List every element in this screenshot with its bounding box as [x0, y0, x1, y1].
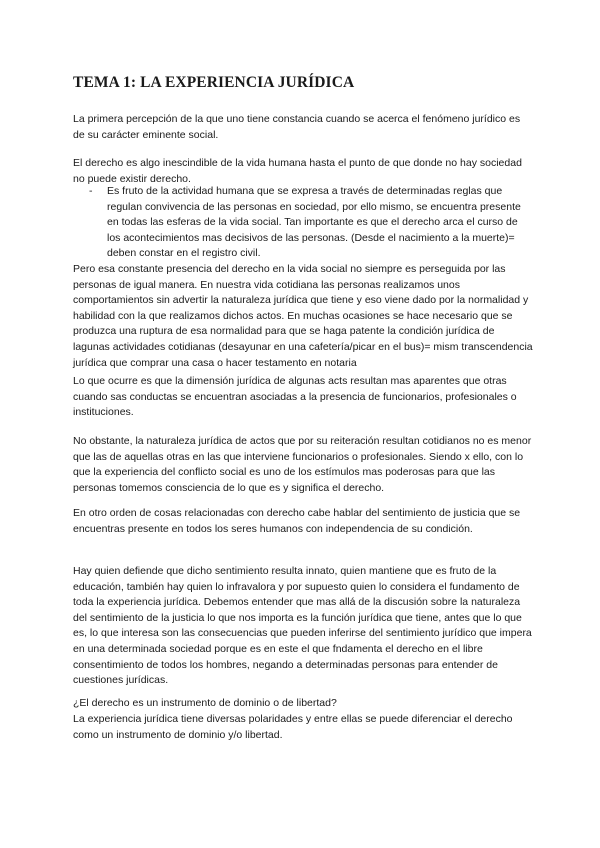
bullet-text: Es fruto de la actividad humana que se expresa a través de determinadas reglas que regulan convivencia de las personas en sociedad, por ello mismo, se encuentra presente en todas las esferas de la vida social. Tan importante es que el derecho arca el curso de los acontecimientos mas decisivos de las personas. (Desde el nacimiento a la muerte)= deben constar en el registro civil.: [107, 185, 521, 260]
paragraph-intro: La primera percepción de la que uno tiene constancia cuando se acerca el fenómeno jurídico es de su carácter eminente social.: [73, 113, 521, 141]
bullet-item: [89, 184, 529, 262]
paragraph-question: ¿El derecho es un instrumento de dominio o de libertad?: [73, 697, 337, 709]
paragraph-derecho-inescindible: El derecho es algo inescindible de la vida humana hasta el punto de que donde no hay sociedad no puede existir derecho.: [73, 157, 522, 185]
page-title: TEMA 1: LA EXPERIENCIA JURÍDICA: [73, 74, 355, 91]
paragraph-no-obstante: No obstante, la naturaleza jurídica de actos que por su reiteración resultan cotidianos no es menor que las de aquellas otras en las que interviene funcionarios o profesionales. Siendo x ello, con lo que la experiencia del conflicto social es uno de los estímulos mas poderosas para que las personas tomemos consciencia de lo que es y significa el derecho.: [73, 435, 532, 494]
paragraph-polaridades: La experiencia jurídica tiene diversas polaridades y entre ellas se puede diferenciar el derecho como un instrumento de dominio y/o libertad.: [73, 713, 513, 741]
paragraph-sentimiento-innato: Hay quien defiende que dicho sentimiento resulta innato, quien mantiene que es fruto de la educación, también hay quien lo infravalora y por supuesto quien lo considera el fundamento de toda la experiencia jurídica. Debemos entender que mas allá de la discusión sobre la naturaleza del sentimiento de la justicia lo que nos importa es la función jurídica que tiene, antes que lo que es, lo que interesa son las consecuencias que pueden inferirse del sentimiento jurídico que impera en una determinada sociedad porque es en este el que fndamenta el derecho en el libre consentimiento de todos los hombres, negando a determinadas personas para entender de cuestiones jurídicas.: [73, 565, 532, 687]
paragraph-presencia-derecho: Pero esa constante presencia del derecho en la vida social no siempre es perseguida por las personas de igual manera. En nuestra vida cotidiana las personas realizamos unos comportamientos sin advertir la naturaleza jurídica que tiene y eso viene dado por la normalidad y habilidad con la que realizamos dichos actos. En muchas ocasiones se hace necesario que se produzca una ruptura de esa normalidad para que se haga patente la condición jurídica de lagunas actividades cotidianas (desayunar en una cafetería/picar en el bus)= mism transcendencia jurídica que comprar una casa o hacer testamento en notaria: [73, 263, 533, 369]
bullet-marker: -: [89, 185, 93, 197]
paragraph-sentimiento-justicia: En otro orden de cosas relacionadas con derecho cabe hablar del sentimiento de justicia que se encuentras presente en todos los seres humanos con independencia de su condición.: [73, 507, 521, 535]
paragraph-dimension-juridica: Lo que ocurre es que la dimensión jurídica de algunas acts resultan mas aparentes que otras cuando sas conductas se encuentran asociadas a la presencia de funcionarios, profesionales o instituciones.: [73, 375, 517, 419]
